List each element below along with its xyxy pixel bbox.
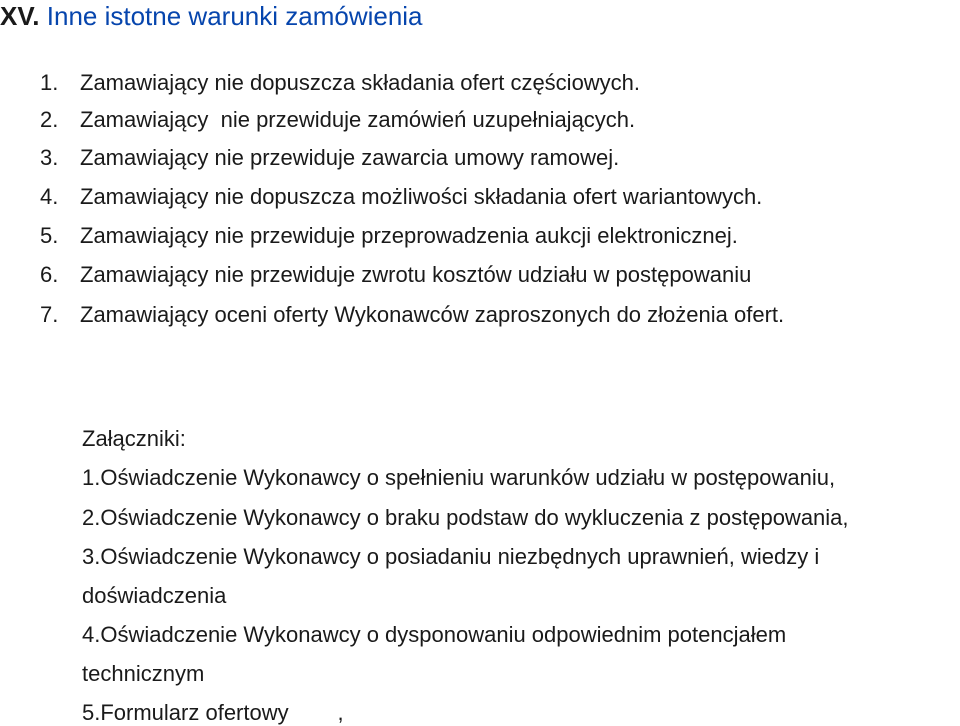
condition-number: 3. bbox=[40, 145, 59, 170]
condition-item bbox=[40, 184, 762, 210]
condition-item bbox=[40, 262, 751, 288]
attachments-label: Załączniki: bbox=[82, 426, 186, 451]
attachment-line: 2.Oświadczenie Wykonawcy o braku podstaw do wykluczenia z postępowania, bbox=[82, 505, 849, 530]
condition-number: 7. bbox=[40, 302, 59, 327]
section-title: Inne istotne warunki zamówienia bbox=[46, 1, 423, 31]
attachment-line: 3.Oświadczenie Wykonawcy o posiadaniu niezbędnych uprawnień, wiedzy i bbox=[82, 544, 820, 569]
attachment-line: 4.Oświadczenie Wykonawcy o dysponowaniu odpowiednim potencjałem bbox=[82, 622, 787, 647]
condition-number: 2. bbox=[40, 107, 59, 132]
condition-item bbox=[40, 107, 635, 133]
condition-number: 6. bbox=[40, 262, 59, 287]
condition-item bbox=[40, 223, 738, 249]
section-heading bbox=[0, 1, 423, 32]
attachment-line: 1.Oświadczenie Wykonawcy o spełnieniu warunków udziału w postępowaniu, bbox=[82, 465, 836, 490]
condition-text: Zamawiający nie przewiduje zwrotu kosztów udziału w postępowaniu bbox=[80, 262, 752, 287]
condition-text: Zamawiający oceni oferty Wykonawców zaproszonych do złożenia ofert. bbox=[80, 302, 785, 327]
condition-text: Zamawiający nie przewiduje przeprowadzenia aukcji elektronicznej. bbox=[80, 223, 738, 248]
condition-text: Zamawiający nie przewiduje zamówień uzupełniających. bbox=[80, 107, 636, 132]
condition-number: 5. bbox=[40, 223, 59, 248]
condition-number: 1. bbox=[40, 70, 59, 95]
section-numeral: XV. bbox=[0, 1, 40, 31]
condition-item bbox=[40, 70, 640, 96]
condition-text: Zamawiający nie dopuszcza składania ofert częściowych. bbox=[80, 70, 641, 95]
attachment-line: technicznym bbox=[82, 661, 205, 686]
condition-number: 4. bbox=[40, 184, 59, 209]
condition-item bbox=[40, 302, 784, 328]
attachment-line: 5.Formularz ofertowy , bbox=[82, 700, 344, 725]
attachment-line: doświadczenia bbox=[82, 583, 227, 608]
condition-text: Zamawiający nie dopuszcza możliwości składania ofert wariantowych. bbox=[80, 184, 763, 209]
condition-item bbox=[40, 145, 619, 171]
condition-text: Zamawiający nie przewiduje zawarcia umowy ramowej. bbox=[80, 145, 620, 170]
